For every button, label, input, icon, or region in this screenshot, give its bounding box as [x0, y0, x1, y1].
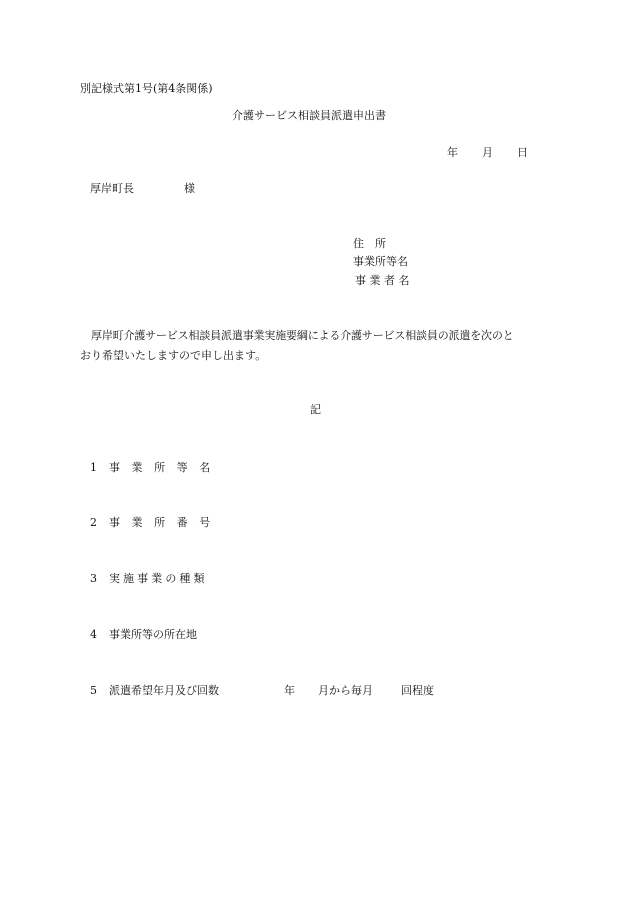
- body-text-line-2: おり希望いたしますので申し出ます。: [80, 349, 267, 362]
- form-title: 介護サービス相談員派遣申出書: [232, 109, 386, 122]
- item-1-label: 事業所等名: [109, 461, 222, 474]
- item-2-label: 事業所番号: [109, 516, 222, 529]
- date-day-label: 日: [517, 146, 528, 159]
- applicant-office-name-label: 事業所等名: [353, 255, 408, 268]
- body-text-line-1: 厚岸町介護サービス相談員派遣事業実施要綱による介護サービス相談員の派遣を次のと: [91, 329, 514, 342]
- applicant-operator-label: 事業者名: [355, 274, 414, 287]
- dispatch-times-label: 回程度: [401, 684, 434, 697]
- item-1-number: 1: [90, 461, 97, 474]
- item-4-label: 事業所等の所在地: [109, 628, 197, 641]
- ki-heading: 記: [310, 403, 321, 416]
- date-year-label: 年: [447, 146, 458, 159]
- item-4-number: 4: [90, 628, 97, 641]
- addressee-name: 厚岸町長: [90, 182, 134, 195]
- item-3-number: 3: [90, 572, 97, 585]
- item-2-number: 2: [90, 516, 97, 529]
- dispatch-year-label: 年: [284, 684, 295, 697]
- addressee-honorific: 様: [184, 182, 195, 195]
- item-3-label: 実施事業の種類: [109, 572, 208, 585]
- date-month-label: 月: [482, 146, 493, 159]
- item-5-label: 派遣希望年月及び回数: [109, 684, 219, 697]
- applicant-address-label: 住 所: [353, 237, 386, 250]
- item-5-number: 5: [90, 684, 97, 697]
- form-header: 別記様式第1号(第4条関係): [80, 82, 213, 95]
- dispatch-month-from-label: 月から毎月: [318, 684, 373, 697]
